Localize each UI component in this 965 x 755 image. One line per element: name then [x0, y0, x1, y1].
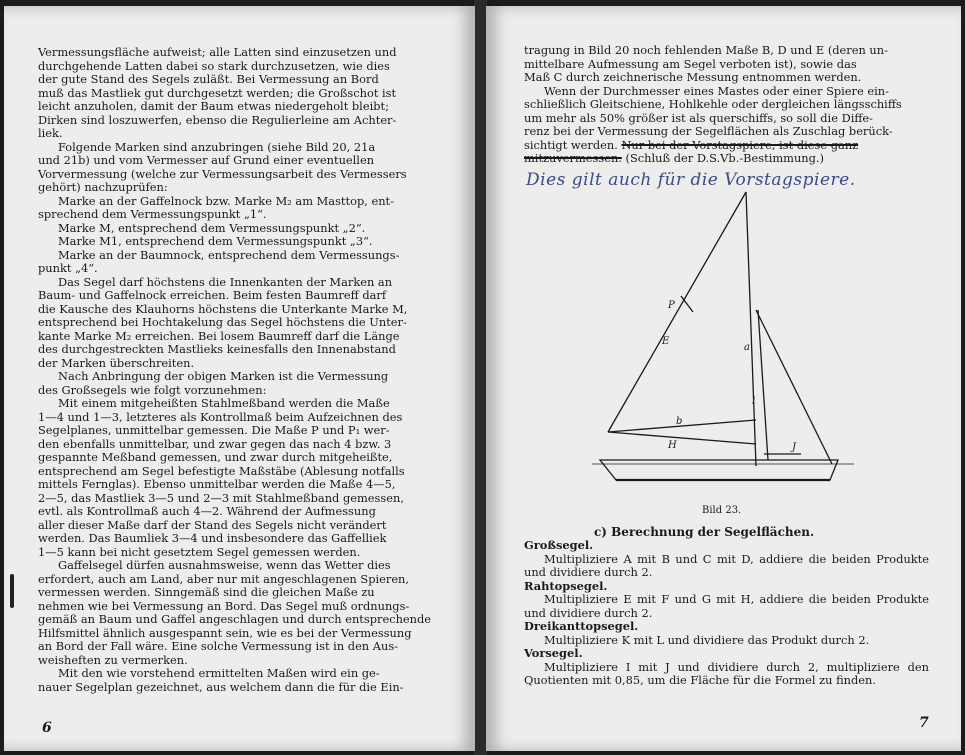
section-text: Multipliziere A mit B und C mit D, addiere die beiden Produkte und dividiere durch 2. [524, 551, 929, 579]
text-line: renz bei der Vermessung der Segelflächen als Zuschlag berück- [524, 124, 893, 138]
mast-line [746, 192, 756, 466]
text-line: Marke an der Gaffelnock bzw. Marke M₂ am Masttop, ent- [58, 193, 394, 208]
text-line: und 21b) und vom Vermesser auf Grund einer eventuellen [38, 153, 375, 167]
right-page [486, 6, 961, 751]
text-line: Maß C durch zeichnerische Messung entnommen werden. [524, 70, 862, 84]
struck-text: Nur bei der Vorstagspiere, ist diese ganz [621, 137, 859, 152]
text-line: durchgehende Latten dabei so stark durchzusetzen, wie dies [38, 58, 390, 73]
text-line: Baum- und Gaffelnock erreichen. Beim festen Baumreff darf [38, 288, 387, 302]
text-line: Marke M1, entsprechend dem Vermessungspunkt „3“. [58, 234, 373, 248]
text-line: entsprechend bei Hochtakelung das Segel höchstens die Unter- [38, 315, 407, 329]
text-line: leicht anzuholen, damit der Baum etwas niedergeholt bleibt; [38, 99, 389, 113]
text-line: Folgende Marken sind anzubringen (siehe Bild 20, 21a [58, 139, 376, 154]
text-line: den ebenfalls unmittelbar, und zwar gegen das nach 4 bzw. 3 [38, 436, 392, 451]
text-line: Segelplanes, unmittelbar gemessen. Die Maße P und P₁ wer- [38, 423, 390, 437]
hull-outline [600, 460, 838, 480]
text-line: evtl. als Kontrollmaß auch 4—2. Während der Aufmessung [38, 504, 376, 518]
text-line: an Bord der Fall wäre. Eine solche Vermessung ist in den Aus- [38, 639, 399, 653]
text-line: Das Segel darf höchstens die Innenkanten der Marken an [58, 274, 393, 289]
text-line: aller dieser Maße darf der Stand des Segels nicht verändert [38, 517, 387, 532]
text-fragment: sichtigt werden. [524, 137, 618, 152]
left-page-text [38, 46, 448, 694]
right-page-top-text [524, 44, 929, 166]
baseline-H [608, 432, 756, 444]
left-page [4, 6, 475, 751]
figure-label-b: b [676, 416, 683, 427]
figure-label-E: E [662, 336, 670, 347]
text-line: entsprechend am Segel befestigte Maßstäbe (Ablesung notfalls [38, 463, 405, 478]
text-line: der Marken überschreiten. [38, 355, 195, 370]
section-text: Multipliziere E mit F und G mit H, addiere die beiden Produkte und dividiere durch 2. [524, 592, 929, 620]
text-line: Dirken sind loszuwerfen, ebenso die Regulierleine am Achter- [38, 112, 397, 127]
text-line: mittels Fernglas). Ebenso unmittelbar werden die Maße 4—5, [38, 477, 396, 491]
text-line: tragung in Bild 20 noch fehlenden Maße B, D und E (deren un- [524, 43, 888, 57]
figure-label-H: H [668, 440, 677, 451]
text-line: nehmen wie bei Vermessung an Bord. Das Segel muß ordnungs- [38, 598, 410, 613]
closing-note: (Schluß der D.S.Vb.-Bestimmung.) [625, 151, 824, 165]
page-number-right: 7 [919, 715, 929, 731]
text-line: Marke an der Baumnock, entsprechend dem Vermessungs- [58, 247, 400, 262]
text-line: 2—5, das Mastliek 3—5 und 2—3 mit Stahlmeßband gemessen, [38, 490, 404, 505]
text-line: erfordert, auch am Land, aber nur mit angeschlagenen Spieren, [38, 571, 410, 586]
text-line: Marke M, entsprechend dem Vermessungspunkt „2“. [58, 220, 366, 235]
figure-label-J: J [792, 442, 797, 453]
text-line: vermessen werden. Sinngemäß sind die gleichen Maße zu [38, 585, 375, 599]
section-head: Großsegel. [524, 538, 594, 552]
text-line: die Kausche des Klauhorns höchstens die Unterkante Marke M, [38, 301, 408, 316]
text-line: des durchgestreckten Mastlieks keinesfalls den Innenabstand [38, 342, 396, 356]
measure-P-line [681, 296, 693, 312]
text-line: gespannte Meßband gemessen, und zwar durch mitgeheißte, [38, 450, 393, 464]
text-line: um mehr als 50% größer ist als querschiffs, so soll die Diffe- [524, 110, 874, 125]
calculation-sections [524, 539, 929, 688]
text-line: Vorvermessung (welche zur Vermessungsarbeit des Vermessers [38, 166, 407, 181]
text-line: gehört) nachzuprüfen: [38, 180, 168, 194]
mainsail-luff [608, 192, 746, 432]
text-line: des Großsegels wie folgt vorzunehmen: [38, 382, 267, 397]
text-line: sprechend dem Vermessungspunkt „1“. [38, 207, 267, 221]
jib-leech [756, 310, 832, 464]
text-line: gemäß an Baum und Gaffel angeschlagen und durch entsprechende [38, 612, 432, 626]
margin-pencil-mark [10, 574, 14, 608]
text-line: Wenn der Durchmesser eines Mastes oder einer Spiere ein- [544, 83, 889, 98]
text-line: werden. Das Baumliek 3—4 und insbesondere das Gaffelliek [38, 531, 387, 545]
section-text: Multipliziere K mit L und dividiere das Produkt durch 2. [544, 632, 870, 647]
text-line: nauer Segelplan gezeichnet, aus welchem dann die für die Ein- [38, 679, 404, 694]
text-line: weisheften zu vermerken. [38, 652, 188, 667]
figure-caption: Bild 23. [702, 505, 742, 516]
text-line: Nach Anbringung der obigen Marken ist die Vermessung [58, 369, 389, 383]
text-line: kante Marke M₂ erreichen. Bei losem Baumreff darf die Länge [38, 328, 400, 343]
figure-label-l: l [752, 396, 756, 407]
text-line: Mit den wie vorstehend ermittelten Maßen wird ein ge- [58, 666, 380, 680]
text-line: Vermessungsfläche aufweist; alle Latten sind einzusetzen und [38, 45, 397, 59]
text-line-underlined: Gaffelsegel dürfen ausnahmsweise, wenn das Wetter dies [58, 558, 391, 572]
text-line: 1—5 kann bei nicht gesetztem Segel gemessen werden. [38, 544, 361, 559]
text-line: schließlich Gleitschiene, Hohlkehle oder dergleichen längsschiffs [524, 97, 902, 111]
text-line: der gute Stand des Segels zuläßt. Bei Vermessung an Bord [38, 72, 379, 86]
section-head: Dreikanttopsegel. [524, 619, 639, 633]
section-head: Vorsegel. [524, 646, 583, 660]
text-line [524, 152, 929, 166]
figure-label-P: P [668, 300, 675, 311]
page-number-left: 6 [42, 720, 52, 736]
text-line: punkt „4“. [38, 261, 98, 275]
text-line: liek. [38, 126, 63, 140]
text-line: Hilfsmittel ähnlich ausgespannt sein, wie es bei der Vermessung [38, 625, 412, 640]
section-title: c) Berechnung der Segelflächen. [594, 525, 815, 539]
text-line [524, 139, 929, 153]
section-head: Rahtopsegel. [524, 578, 608, 593]
text-line: 1—4 und 1—3, letzteres als Kontrollmaß beim Aufzeichnen des [38, 409, 403, 424]
handwritten-note: Dies gilt auch für die Vorstagspiere. [526, 170, 856, 190]
figure-label-a: a [744, 342, 750, 353]
text-line: muß das Mastliek gut durchgesetzt werden; die Großschot ist [38, 85, 397, 100]
text-line: mittelbare Aufmessung am Segel verboten ist), sowie das [524, 56, 857, 71]
sailboat-diagram [586, 184, 861, 524]
struck-text: mitzuvermessen. [524, 151, 622, 165]
section-text: Multipliziere I mit J und dividiere durch 2, multipliziere den Quotienten mit 0,85, um die Fläche für die Formel zu finden. [524, 659, 929, 687]
text-line: Mit einem mitgeheißten Stahlmeßband werden die Maße [58, 396, 390, 410]
